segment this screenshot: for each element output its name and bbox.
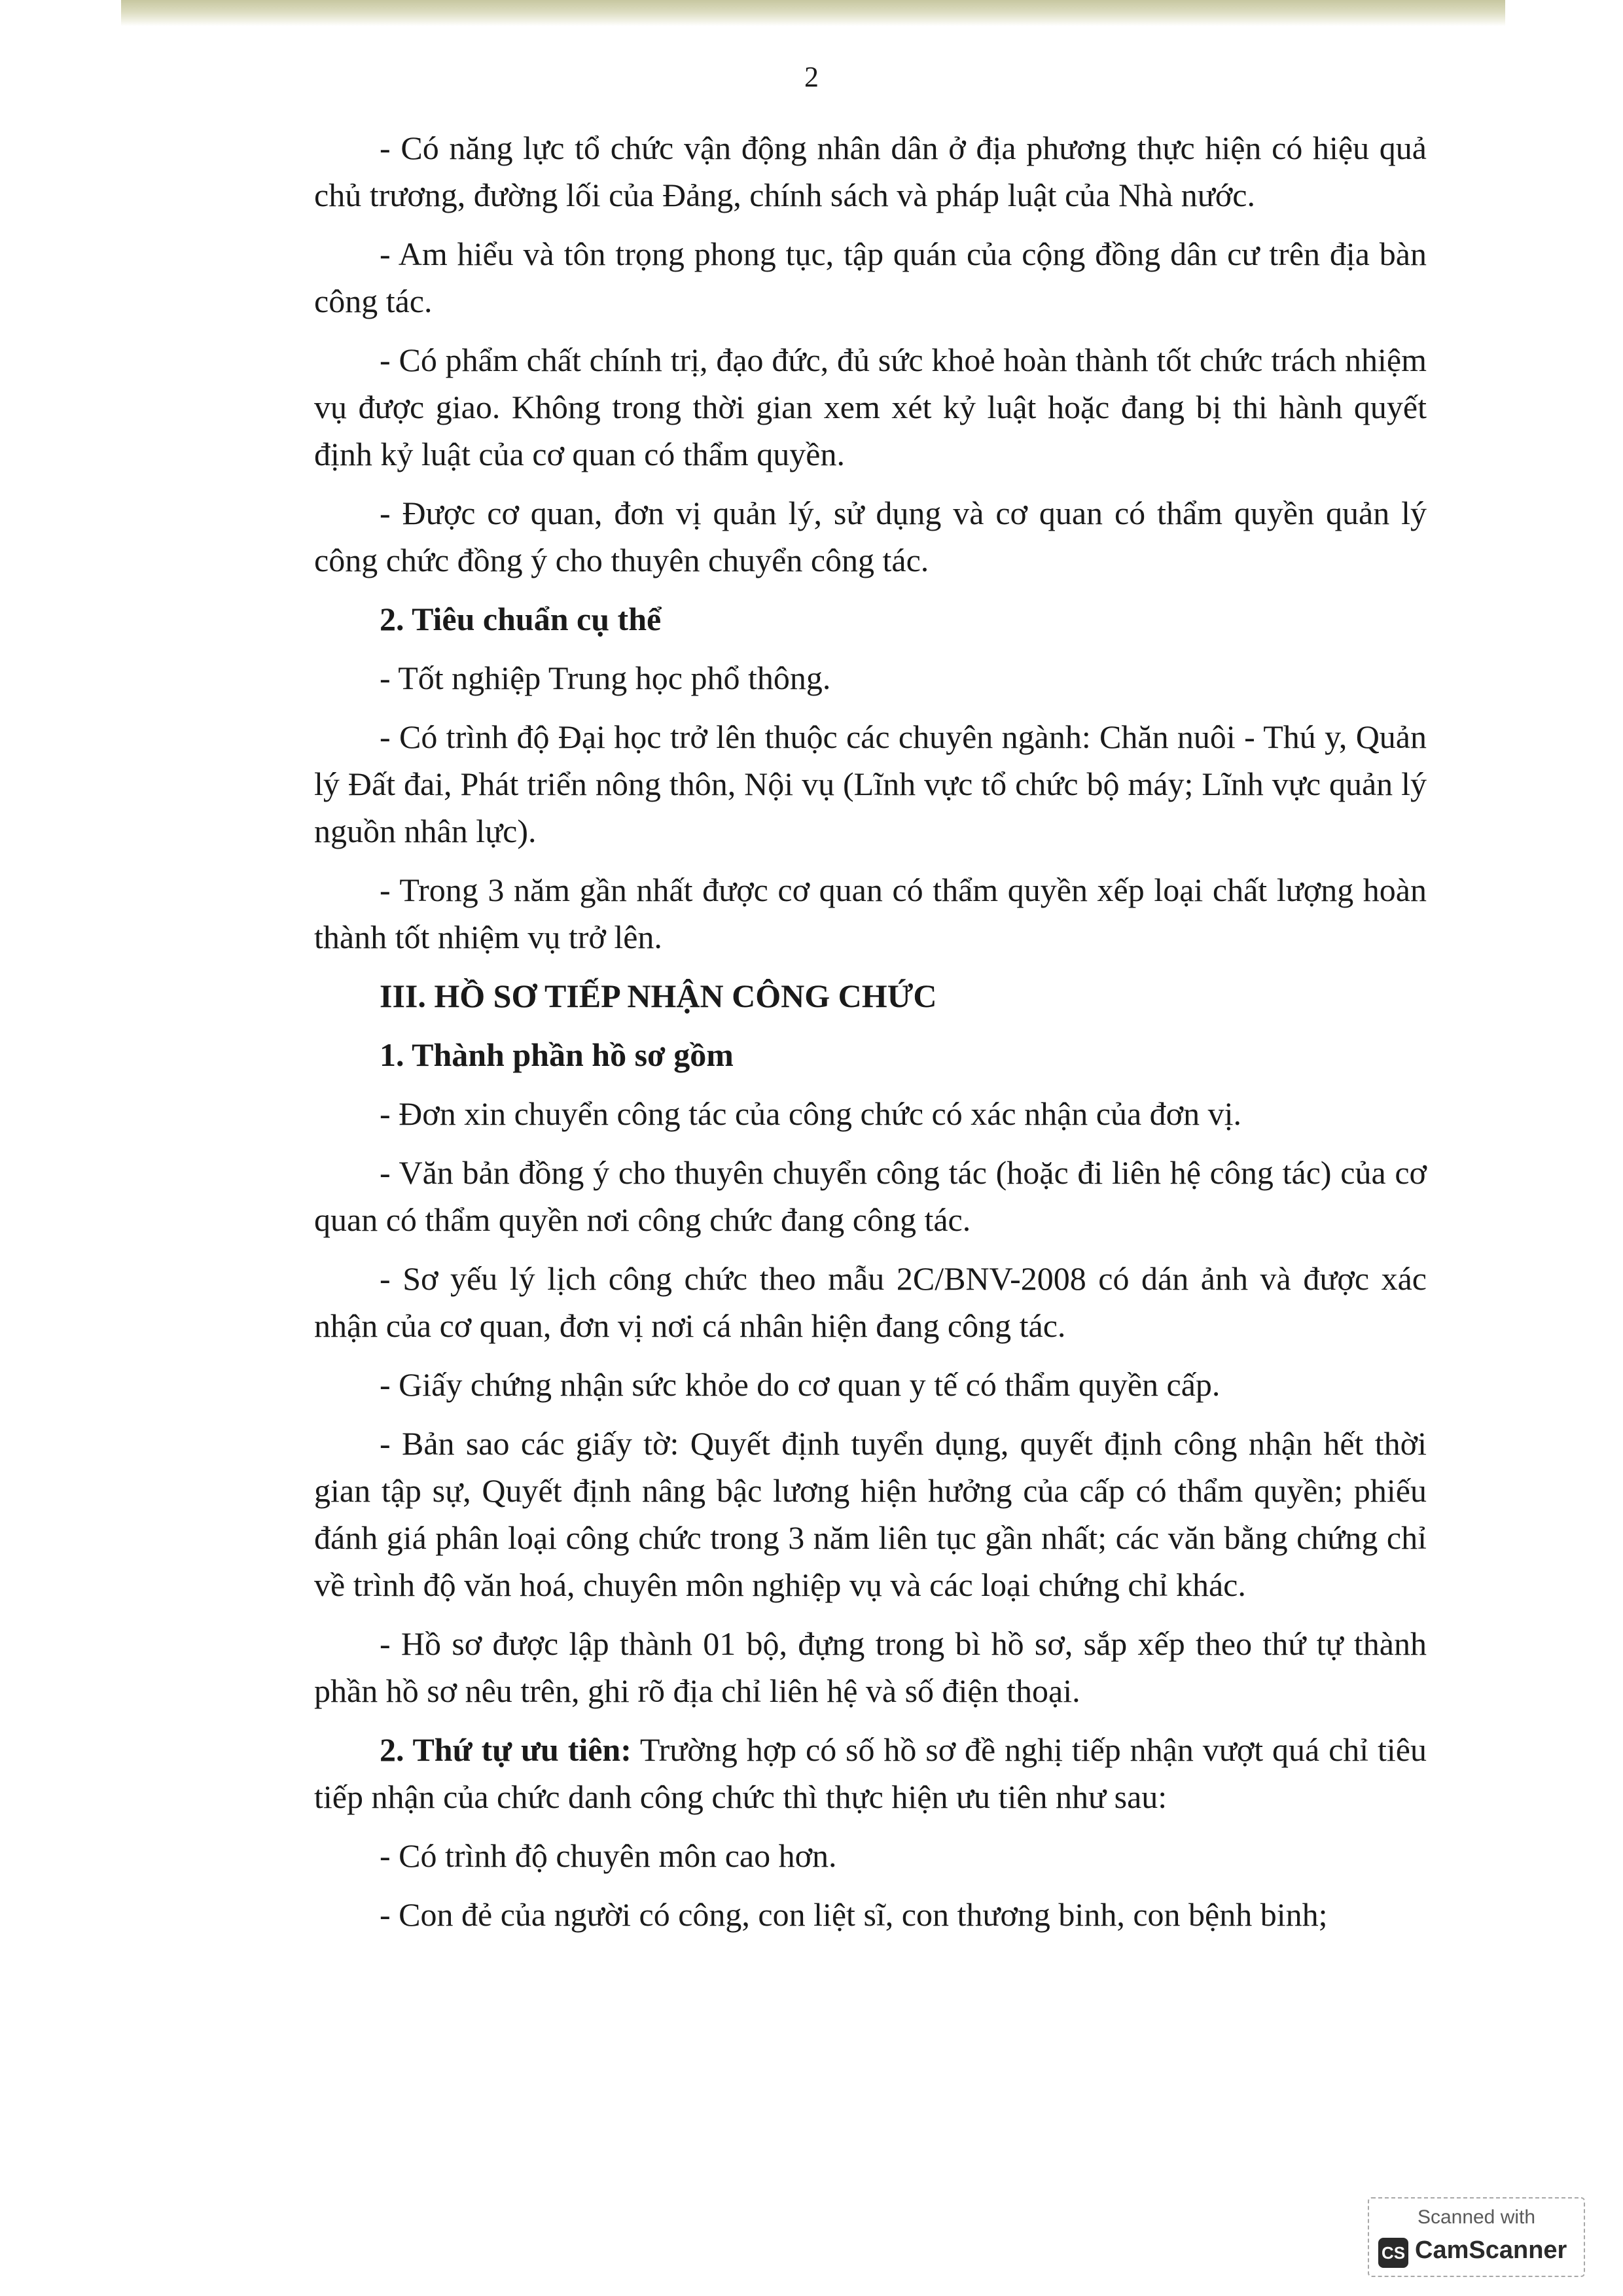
paragraph: - Sơ yếu lý lịch công chức theo mẫu 2C/BNV-2008 có dán ảnh và được xác nhận của cơ quan, đơn vị nơi cá nhân hiện đang công tác. bbox=[314, 1260, 1427, 1344]
paragraph: - Có trình độ Đại học trở lên thuộc các chuyên ngành: Chăn nuôi - Thú y, Quản lý Đất đai, Phát triển nông thôn, Nội vụ (Lĩnh vực tổ chức bộ máy; Lĩnh vực quản lý nguồn nhân lực). bbox=[314, 718, 1427, 849]
paragraph: - Có trình độ chuyên môn cao hơn. bbox=[380, 1837, 837, 1874]
scan-margin bbox=[0, 0, 121, 2296]
paragraph-lead: 2. Thứ tự ưu tiên: bbox=[380, 1731, 632, 1768]
page-number: 2 bbox=[804, 61, 819, 93]
scan-edge-shadow bbox=[121, 0, 1505, 26]
paragraph: - Tốt nghiệp Trung học phổ thông. bbox=[380, 660, 831, 696]
paragraph: - Hồ sơ được lập thành 01 bộ, đựng trong bì hồ sơ, sắp xếp theo thứ tự thành phần hồ sơ nêu trên, ghi rõ địa chỉ liên hệ và số điện thoại. bbox=[314, 1625, 1427, 1709]
subsection-heading: 1. Thành phần hồ sơ gồm bbox=[380, 1036, 734, 1073]
paragraph: - Đơn xin chuyển công tác của công chức có xác nhận của đơn vị. bbox=[380, 1095, 1241, 1132]
paragraph-priority bbox=[314, 1726, 1427, 1820]
paragraph: - Có năng lực tổ chức vận động nhân dân ở địa phương thực hiện có hiệu quả chủ trương, đường lối của Đảng, chính sách và pháp luật của Nhà nước. bbox=[314, 130, 1427, 213]
paragraph: - Văn bản đồng ý cho thuyên chuyển công tác (hoặc đi liên hệ công tác) của cơ quan có thẩm quyền nơi công chức đang công tác. bbox=[314, 1154, 1427, 1238]
watermark-caption: Scanned with bbox=[1417, 2206, 1536, 2228]
paragraph: - Con đẻ của người có công, con liệt sĩ, con thương binh, con bệnh binh; bbox=[380, 1896, 1328, 1933]
paragraph: - Được cơ quan, đơn vị quản lý, sử dụng và cơ quan có thẩm quyền quản lý công chức đồng ý cho thuyên chuyển công tác. bbox=[314, 495, 1427, 578]
document-body bbox=[314, 124, 1427, 1950]
watermark-brand: CamScanner bbox=[1415, 2236, 1567, 2264]
section-heading: III. HỒ SƠ TIẾP NHẬN CÔNG CHỨC bbox=[380, 978, 937, 1014]
camscanner-watermark bbox=[1368, 2197, 1585, 2277]
paragraph: - Giấy chứng nhận sức khỏe do cơ quan y tế có thẩm quyền cấp. bbox=[380, 1366, 1221, 1403]
paragraph: - Bản sao các giấy tờ: Quyết định tuyển dụng, quyết định công nhận hết thời gian tập sự, Quyết định nâng bậc lương hiện hưởng của cấp có thẩm quyền; phiếu đánh giá phân loại công chức trong 3 năm liên tục gần nhất; các văn bằng chứng chỉ về trình độ văn hoá, chuyên môn nghiệp vụ và các loại chứng chỉ khác. bbox=[314, 1425, 1427, 1603]
paragraph: - Trong 3 năm gần nhất được cơ quan có thẩm quyền xếp loại chất lượng hoàn thành tốt nhiệm vụ trở lên. bbox=[314, 872, 1427, 955]
paragraph: - Am hiểu và tôn trọng phong tục, tập quán của cộng đồng dân cư trên địa bàn công tác. bbox=[314, 236, 1427, 319]
section-heading: 2. Tiêu chuẩn cụ thể bbox=[380, 601, 662, 637]
camscanner-logo-icon: CS bbox=[1378, 2238, 1408, 2268]
paragraph: - Có phẩm chất chính trị, đạo đức, đủ sức khoẻ hoàn thành tốt chức trách nhiệm vụ được giao. Không trong thời gian xem xét kỷ luật hoặc đang bị thi hành quyết định kỷ luật của cơ quan có thẩm quyền. bbox=[314, 342, 1427, 472]
paragraph-text: Trường hợp có số hồ sơ đề nghị tiếp nhận vượt quá chỉ tiêu tiếp nhận của chức danh công chức thì thực hiện ưu tiên như sau: bbox=[314, 1731, 1427, 1815]
